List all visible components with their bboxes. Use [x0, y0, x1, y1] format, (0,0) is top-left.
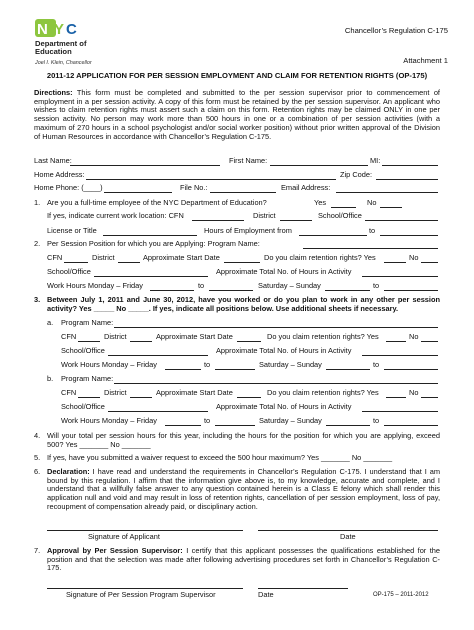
q3a-weekend-from-field[interactable] [326, 369, 370, 370]
q6-text: I have read and understand the requirements in Chancellor’s Regulation C-175. I understand that I am bound by this regulation. I affirm that the information give above is, to my knowledge, accurate and complete, and I understand that a willfully false answer to any question contained herein is a Class E felony which shall render this application null and void and may result in loss of retention rights, cancellation of per session employment, loss of pay, recoupment of compensation already paid, or disciplinary action. [47, 467, 440, 511]
attachment-label: Attachment 1 [403, 56, 448, 65]
logo-dept-line1: Department of [35, 39, 87, 48]
q2-to2-label: to [373, 281, 380, 290]
q2-number: 2. [34, 239, 41, 248]
form-number: OP-175 – 2011-2012 [373, 592, 429, 598]
supervisor-date-field[interactable] [258, 588, 348, 589]
q3a-weekday-from-field[interactable] [165, 369, 201, 370]
file-no-label: File No.: [180, 183, 208, 192]
q1-work-location-label: If yes, indicate current work location: CFN [47, 211, 184, 220]
q2-start-field[interactable] [224, 262, 260, 263]
q1-license-field[interactable] [103, 235, 197, 236]
q3a-claim-yes-field[interactable] [386, 341, 406, 342]
q2-weekday-from-field[interactable] [150, 290, 194, 291]
q3a-program-field[interactable] [114, 327, 438, 328]
q5-text: If yes, have you submitted a waiver request to exceed the 500 hour maximum? Yes _______ No _______ [47, 453, 393, 462]
q2-claim-no-field[interactable] [421, 262, 438, 263]
q6-paragraph [47, 468, 440, 512]
mi-field[interactable] [382, 165, 438, 166]
q7-paragraph [47, 547, 440, 573]
svg-text:C: C [66, 21, 77, 38]
first-name-label: First Name: [229, 156, 268, 165]
q3b-weekend-from-field[interactable] [326, 425, 370, 426]
q6-label: Declaration: [47, 467, 90, 476]
q2-weekday-to-field[interactable] [209, 290, 253, 291]
q3b-letter: b. [47, 374, 54, 383]
q3a-weekend-label: Saturday – Sunday [259, 360, 322, 369]
q1-number: 1. [34, 198, 41, 207]
q3b-weekday-label: Work Hours Monday – Friday [61, 416, 157, 425]
q2-school-field[interactable] [94, 276, 208, 277]
q7-number: 7. [34, 546, 41, 555]
logo-chancellor: Joel I. Klein, Chancellor [35, 60, 92, 66]
q2-claim-label: Do you claim retention rights? Yes [264, 253, 376, 262]
q3b-total-label: Approximate Total No. of Hours in Activity [216, 402, 352, 411]
q3b-no-label: No [409, 388, 419, 397]
q1-license-label: License or Title [47, 226, 97, 235]
form-title: 2011-12 APPLICATION FOR PER SESSION EMPLOYMENT AND CLAIM FOR RETENTION RIGHTS (OP-175) [46, 71, 428, 80]
q7-text: I certify that this applicant possesses the qualifications established for the position and that the selection was made after following advertising procedures set forth in Chancellor’s Regulation C-175. [47, 546, 440, 573]
q3a-cfn-label: CFN [61, 332, 77, 341]
q2-total-field[interactable] [362, 276, 438, 277]
q2-weekday-label: Work Hours Monday – Friday [47, 281, 143, 290]
q2-total-label: Approximate Total No. of Hours in Activity [216, 267, 352, 276]
applicant-signature-label: Signature of Applicant [88, 532, 160, 541]
last-name-field[interactable] [70, 165, 220, 166]
q1-school-field[interactable] [365, 220, 438, 221]
q1-no-label: No [367, 198, 377, 207]
q2-district-label: District [92, 253, 115, 262]
q3a-weekday-label: Work Hours Monday – Friday [61, 360, 157, 369]
q1-district-field[interactable] [280, 220, 312, 221]
q3b-start-label: Approximate Start Date [156, 388, 233, 397]
q3a-weekend-to-field[interactable] [384, 369, 438, 370]
q2-weekend-to-field[interactable] [384, 290, 438, 291]
q2-cfn-field[interactable] [64, 262, 88, 263]
q4-number: 4. [34, 431, 41, 440]
file-no-field[interactable] [210, 192, 276, 193]
q3a-cfn-field[interactable] [78, 341, 100, 342]
q3b-weekend-to-field[interactable] [384, 425, 438, 426]
q3b-cfn-label: CFN [61, 388, 77, 397]
first-name-field[interactable] [270, 165, 368, 166]
directions-paragraph [34, 89, 440, 141]
q3b-weekend-label: Saturday – Sunday [259, 416, 322, 425]
q3b-program-label: Program Name: [61, 374, 114, 383]
q1-school-label: School/Office [318, 211, 362, 220]
q3a-start-field[interactable] [237, 341, 261, 342]
home-address-field[interactable] [86, 179, 336, 180]
q1-hours-to-field[interactable] [380, 235, 438, 236]
q3a-school-label: School/Office [61, 346, 105, 355]
logo-department [35, 40, 86, 56]
q3b-to2-label: to [373, 416, 380, 425]
svg-text:N: N [37, 21, 48, 38]
home-phone-label: Home Phone: (____) [34, 183, 103, 192]
q4-text: Will your total per session hours for this year, including the hours for the position for which you are applying, exceed 500? Yes _______ No _______ [47, 431, 440, 449]
zip-field[interactable] [376, 179, 438, 180]
q2-program-field[interactable] [303, 248, 438, 249]
q1-cfn-field[interactable] [192, 220, 244, 221]
q3a-program-label: Program Name: [61, 318, 114, 327]
q3b-school-label: School/Office [61, 402, 105, 411]
q3b-district-field[interactable] [130, 397, 152, 398]
home-phone-field[interactable] [104, 192, 172, 193]
q1-to-label: to [369, 226, 376, 235]
q3b-claim-no-field[interactable] [421, 397, 438, 398]
q3a-district-label: District [104, 332, 127, 341]
q3b-program-field[interactable] [114, 383, 438, 384]
q3b-to-label: to [204, 416, 211, 425]
q1-district-label: District [253, 211, 276, 220]
q3a-claim-no-field[interactable] [421, 341, 438, 342]
email-field[interactable] [336, 192, 438, 193]
supervisor-signature-label: Signature of Per Session Program Supervisor [66, 590, 216, 599]
q3a-claim-label: Do you claim retention rights? Yes [267, 332, 379, 341]
home-address-label: Home Address: [34, 170, 85, 179]
q1-text: Are you a full-time employee of the NYC Department of Education? [47, 198, 267, 207]
mi-label: MI: [370, 156, 381, 165]
q3a-letter: a. [47, 318, 54, 327]
svg-text:Y: Y [54, 21, 65, 38]
q1-yes-field[interactable] [331, 207, 356, 208]
nyc-logo-mark [35, 18, 95, 38]
q1-yes-label: Yes [314, 198, 327, 207]
q2-weekend-label: Saturday – Sunday [258, 281, 321, 290]
q2-claim-yes-field[interactable] [384, 262, 406, 263]
email-label: Email Address: [281, 183, 331, 192]
q3a-start-label: Approximate Start Date [156, 332, 233, 341]
last-name-label: Last Name: [34, 156, 72, 165]
q2-to-label: to [198, 281, 205, 290]
q1-hours-from-field[interactable] [299, 235, 367, 236]
q3b-claim-label: Do you claim retention rights? Yes [267, 388, 379, 397]
nyc-doe-logo [35, 18, 95, 74]
q7-label: Approval by Per Session Supervisor: [47, 546, 183, 555]
q3b-start-field[interactable] [237, 397, 261, 398]
directions-text: This form must be completed and submitted to the per session supervisor prior to commencement of employment in a per session activity. A copy of this form must be retained by the per session supervisor. An applicant who wishes to claim retention rights must assert such a claim on this form. Retention rights may be claimed ONLY in one per session activity. No person may work more than 500 hours in one or a combination of per session activities (with a maximum of 270 hours in a school psychologist and/or social worker position) without prior written approval of the Division of Human Resources in accordance with Chancellor’s Regulation C-175. [34, 88, 440, 141]
directions-label: Directions: [34, 88, 73, 97]
q3a-district-field[interactable] [130, 341, 152, 342]
q3a-no-label: No [409, 332, 419, 341]
q3b-district-label: District [104, 388, 127, 397]
regulation-label: Chancellor’s Regulation C-175 [344, 26, 448, 35]
q2-cfn-label: CFN [47, 253, 63, 262]
q6-number: 6. [34, 467, 41, 476]
q3a-to-label: to [204, 360, 211, 369]
q2-school-label: School/Office [47, 267, 91, 276]
applicant-date-field[interactable] [258, 530, 438, 531]
applicant-date-label: Date [340, 532, 356, 541]
q3-text: Between July 1, 2011 and June 30, 2012, have you worked or do you plan to work in any other per session activity? Yes _____ No _____. If yes, indicate all positions below. Use additional sheets if necessary. [47, 295, 440, 313]
q3b-weekday-from-field[interactable] [165, 425, 201, 426]
supervisor-date-label: Date [258, 590, 274, 599]
q5-number: 5. [34, 453, 41, 462]
q3b-weekday-to-field[interactable] [215, 425, 255, 426]
zip-label: Zip Code: [340, 170, 373, 179]
q3a-to2-label: to [373, 360, 380, 369]
q1-hours-label: Hours of Employment from [204, 226, 292, 235]
q2-start-label: Approximate Start Date [143, 253, 220, 262]
q3b-claim-yes-field[interactable] [386, 397, 406, 398]
q1-no-field[interactable] [380, 207, 402, 208]
q3a-total-field[interactable] [362, 355, 438, 356]
q2-text: Per Session Position for which you are Applying: Program Name: [47, 239, 260, 248]
q3a-total-label: Approximate Total No. of Hours in Activity [216, 346, 352, 355]
q3b-total-field[interactable] [362, 411, 438, 412]
q3b-school-field[interactable] [108, 411, 208, 412]
q3a-weekday-to-field[interactable] [215, 369, 255, 370]
q3b-cfn-field[interactable] [78, 397, 100, 398]
supervisor-signature-field[interactable] [47, 588, 243, 589]
logo-dept-line2: Education [35, 46, 72, 56]
q2-district-field[interactable] [118, 262, 140, 263]
q3-number: 3. [34, 295, 41, 304]
q3a-school-field[interactable] [108, 355, 208, 356]
applicant-signature-field[interactable] [47, 530, 243, 531]
q2-no-label: No [409, 253, 419, 262]
q2-weekend-from-field[interactable] [325, 290, 370, 291]
